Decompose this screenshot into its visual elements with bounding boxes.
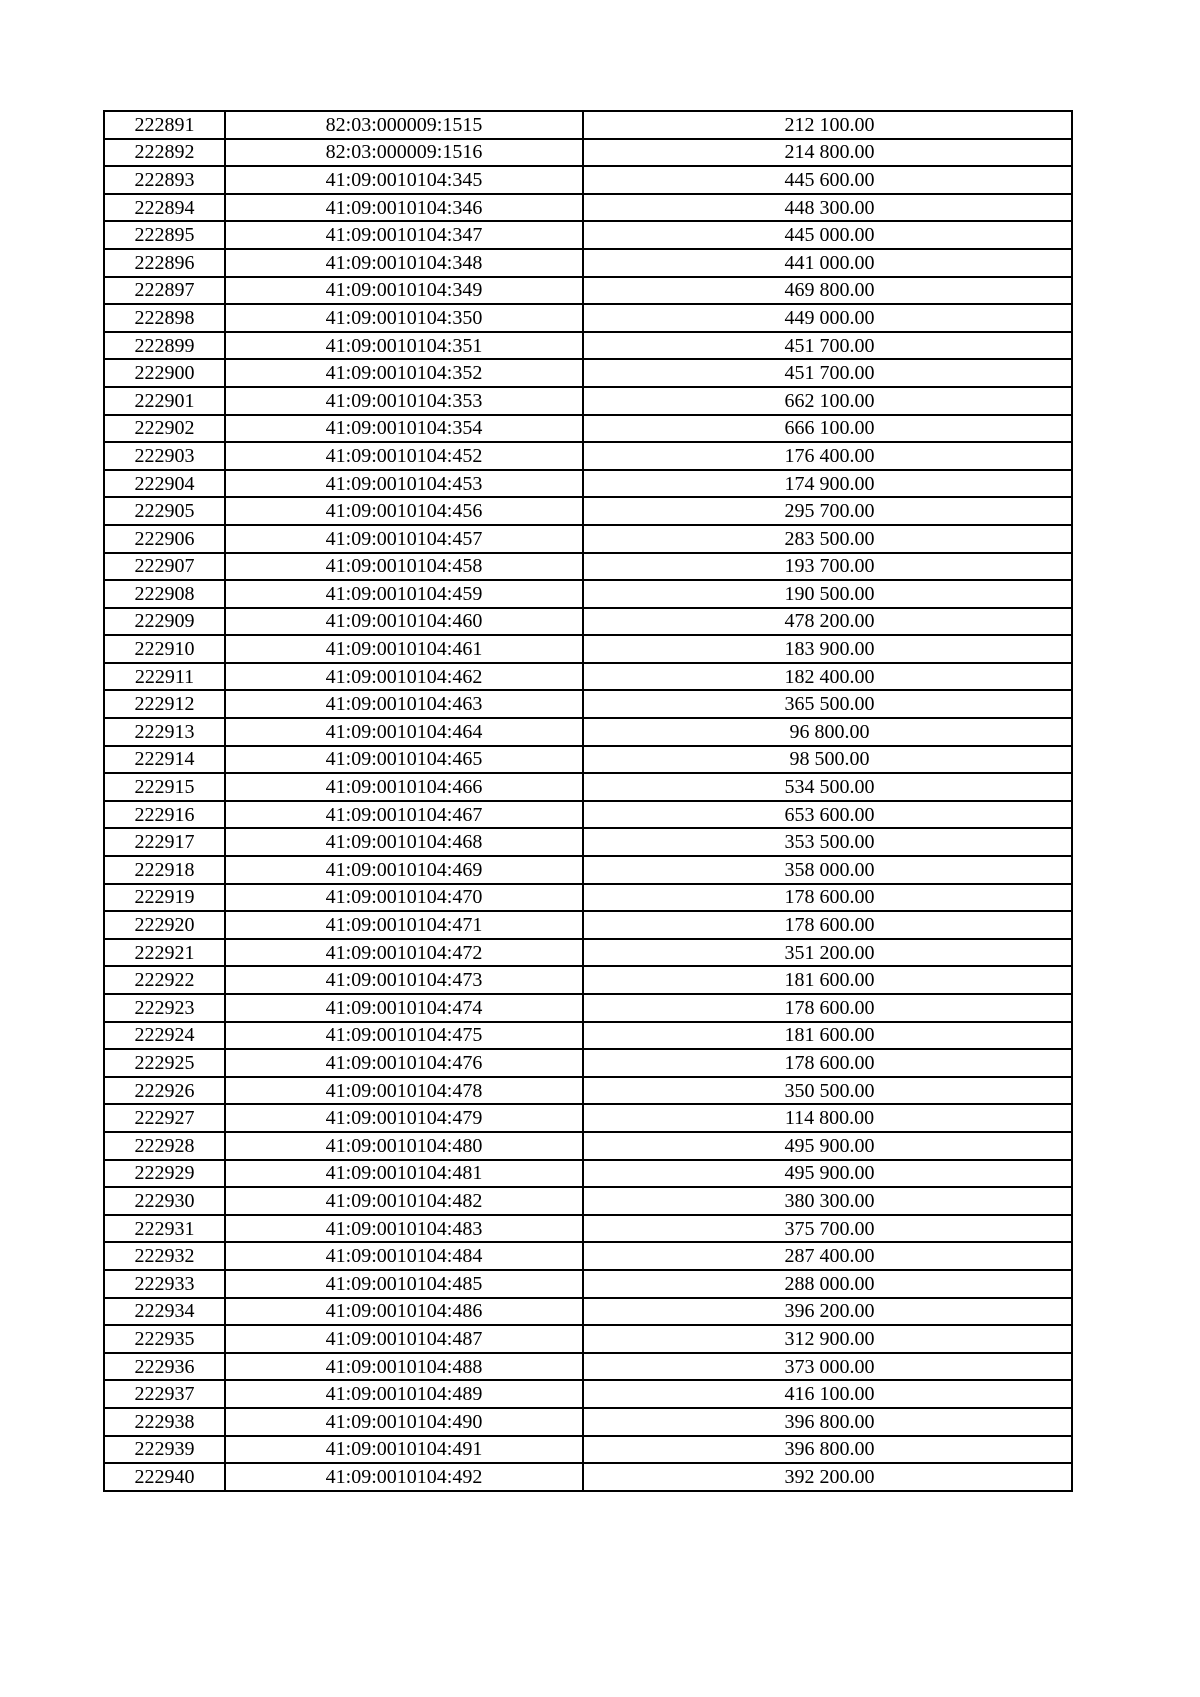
table-row [104,1298,1072,1326]
table-row [104,663,1072,691]
table-row [104,1463,1072,1491]
cadastral-value-cell: 392 200.00 [583,1463,1072,1491]
row-id-cell: 222917 [104,828,225,856]
row-id-cell: 222900 [104,359,225,387]
row-id-cell: 222906 [104,525,225,553]
row-id-cell: 222899 [104,332,225,360]
cadastral-number-cell: 41:09:0010104:484 [225,1242,583,1270]
cadastral-number-cell: 41:09:0010104:459 [225,580,583,608]
cadastral-value-cell: 176 400.00 [583,442,1072,470]
cadastral-value-cell: 182 400.00 [583,663,1072,691]
cadastral-value-cell: 448 300.00 [583,194,1072,222]
row-id-cell: 222933 [104,1270,225,1298]
row-id-cell: 222891 [104,111,225,139]
cadastral-number-cell: 82:03:000009:1515 [225,111,583,139]
cadastral-value-cell: 478 200.00 [583,608,1072,636]
table-row [104,525,1072,553]
cadastral-number-cell: 41:09:0010104:482 [225,1187,583,1215]
cadastral-number-cell: 41:09:0010104:489 [225,1380,583,1408]
cadastral-number-cell: 41:09:0010104:471 [225,911,583,939]
row-id-cell: 222931 [104,1215,225,1243]
table-row [104,111,1072,139]
row-id-cell: 222920 [104,911,225,939]
table-row [104,497,1072,525]
cadastral-number-cell: 41:09:0010104:465 [225,746,583,774]
table-row [104,994,1072,1022]
cadastral-value-cell: 449 000.00 [583,304,1072,332]
table-row [104,773,1072,801]
cadastral-value-cell: 181 600.00 [583,966,1072,994]
cadastral-value-cell: 214 800.00 [583,139,1072,167]
cadastral-value-cell: 174 900.00 [583,470,1072,498]
table-row [104,911,1072,939]
cadastral-number-cell: 41:09:0010104:486 [225,1298,583,1326]
table-row [104,1215,1072,1243]
cadastral-number-cell: 41:09:0010104:462 [225,663,583,691]
table-row [104,966,1072,994]
table-row [104,635,1072,663]
cadastral-number-cell: 41:09:0010104:467 [225,801,583,829]
cadastral-value-cell: 350 500.00 [583,1077,1072,1105]
cadastral-number-cell: 41:09:0010104:347 [225,221,583,249]
cadastral-value-cell: 451 700.00 [583,332,1072,360]
cadastral-value-cell: 469 800.00 [583,277,1072,305]
cadastral-value-cell: 416 100.00 [583,1380,1072,1408]
cadastral-number-cell: 41:09:0010104:456 [225,497,583,525]
row-id-cell: 222912 [104,690,225,718]
cadastral-value-cell: 183 900.00 [583,635,1072,663]
cadastral-value-cell: 451 700.00 [583,359,1072,387]
table-row [104,1132,1072,1160]
table-row [104,1077,1072,1105]
table-row [104,359,1072,387]
cadastral-value-cell: 396 200.00 [583,1298,1072,1326]
row-id-cell: 222897 [104,277,225,305]
row-id-cell: 222926 [104,1077,225,1105]
table-row [104,746,1072,774]
row-id-cell: 222894 [104,194,225,222]
table-row [104,1436,1072,1464]
cadastral-value-cell: 288 000.00 [583,1270,1072,1298]
table-row [104,939,1072,967]
table-row [104,580,1072,608]
cadastral-value-cell: 495 900.00 [583,1160,1072,1188]
cadastral-number-cell: 41:09:0010104:478 [225,1077,583,1105]
cadastral-value-cell: 190 500.00 [583,580,1072,608]
row-id-cell: 222909 [104,608,225,636]
row-id-cell: 222921 [104,939,225,967]
cadastral-number-cell: 82:03:000009:1516 [225,139,583,167]
cadastral-number-cell: 41:09:0010104:353 [225,387,583,415]
row-id-cell: 222915 [104,773,225,801]
row-id-cell: 222903 [104,442,225,470]
table-row [104,1270,1072,1298]
table-row [104,1380,1072,1408]
cadastral-number-cell: 41:09:0010104:466 [225,773,583,801]
row-id-cell: 222940 [104,1463,225,1491]
row-id-cell: 222893 [104,166,225,194]
table-row [104,194,1072,222]
cadastral-number-cell: 41:09:0010104:488 [225,1353,583,1381]
row-id-cell: 222930 [104,1187,225,1215]
row-id-cell: 222919 [104,884,225,912]
table-row [104,1160,1072,1188]
row-id-cell: 222916 [104,801,225,829]
table-row [104,690,1072,718]
row-id-cell: 222895 [104,221,225,249]
row-id-cell: 222913 [104,718,225,746]
row-id-cell: 222924 [104,1022,225,1050]
cadastral-number-cell: 41:09:0010104:346 [225,194,583,222]
cadastral-number-cell: 41:09:0010104:474 [225,994,583,1022]
table-row [104,166,1072,194]
row-id-cell: 222918 [104,856,225,884]
row-id-cell: 222910 [104,635,225,663]
cadastral-number-cell: 41:09:0010104:479 [225,1104,583,1132]
cadastral-number-cell: 41:09:0010104:491 [225,1436,583,1464]
cadastral-value-cell: 178 600.00 [583,911,1072,939]
table-row [104,718,1072,746]
cadastral-value-cell: 653 600.00 [583,801,1072,829]
row-id-cell: 222905 [104,497,225,525]
table-row [104,828,1072,856]
row-id-cell: 222902 [104,415,225,443]
cadastral-number-cell: 41:09:0010104:351 [225,332,583,360]
cadastral-number-cell: 41:09:0010104:461 [225,635,583,663]
cadastral-number-cell: 41:09:0010104:481 [225,1160,583,1188]
cadastral-number-cell: 41:09:0010104:349 [225,277,583,305]
cadastral-number-cell: 41:09:0010104:480 [225,1132,583,1160]
table-row [104,801,1072,829]
cadastral-number-cell: 41:09:0010104:490 [225,1408,583,1436]
cadastral-value-cell: 98 500.00 [583,746,1072,774]
cadastral-number-cell: 41:09:0010104:472 [225,939,583,967]
table-row [104,1104,1072,1132]
cadastral-value-cell: 445 000.00 [583,221,1072,249]
cadastral-number-cell: 41:09:0010104:475 [225,1022,583,1050]
table-row [104,884,1072,912]
row-id-cell: 222936 [104,1353,225,1381]
cadastral-value-cell: 666 100.00 [583,415,1072,443]
row-id-cell: 222898 [104,304,225,332]
cadastral-value-cell: 365 500.00 [583,690,1072,718]
cadastral-value-cell: 181 600.00 [583,1022,1072,1050]
table-row [104,470,1072,498]
row-id-cell: 222892 [104,139,225,167]
row-id-cell: 222923 [104,994,225,1022]
table-row [104,221,1072,249]
cadastral-value-table [103,110,1073,1492]
cadastral-number-cell: 41:09:0010104:350 [225,304,583,332]
cadastral-value-cell: 396 800.00 [583,1408,1072,1436]
table-row [104,304,1072,332]
cadastral-value-cell: 114 800.00 [583,1104,1072,1132]
row-id-cell: 222907 [104,553,225,581]
table-row [104,1022,1072,1050]
row-id-cell: 222934 [104,1298,225,1326]
table-row [104,1353,1072,1381]
cadastral-value-cell: 295 700.00 [583,497,1072,525]
row-id-cell: 222911 [104,663,225,691]
cadastral-value-cell: 495 900.00 [583,1132,1072,1160]
cadastral-value-cell: 441 000.00 [583,249,1072,277]
cadastral-number-cell: 41:09:0010104:487 [225,1325,583,1353]
cadastral-value-cell: 193 700.00 [583,553,1072,581]
cadastral-number-cell: 41:09:0010104:354 [225,415,583,443]
table-row [104,249,1072,277]
cadastral-number-cell: 41:09:0010104:485 [225,1270,583,1298]
cadastral-value-cell: 445 600.00 [583,166,1072,194]
row-id-cell: 222922 [104,966,225,994]
table-row [104,1049,1072,1077]
table-row [104,1187,1072,1215]
table-row [104,608,1072,636]
cadastral-number-cell: 41:09:0010104:458 [225,553,583,581]
row-id-cell: 222914 [104,746,225,774]
cadastral-value-cell: 351 200.00 [583,939,1072,967]
cadastral-value-cell: 375 700.00 [583,1215,1072,1243]
cadastral-value-cell: 212 100.00 [583,111,1072,139]
row-id-cell: 222904 [104,470,225,498]
row-id-cell: 222929 [104,1160,225,1188]
cadastral-number-cell: 41:09:0010104:492 [225,1463,583,1491]
row-id-cell: 222901 [104,387,225,415]
cadastral-value-cell: 287 400.00 [583,1242,1072,1270]
row-id-cell: 222939 [104,1436,225,1464]
cadastral-value-cell: 358 000.00 [583,856,1072,884]
cadastral-value-cell: 312 900.00 [583,1325,1072,1353]
table-row [104,139,1072,167]
cadastral-value-cell: 534 500.00 [583,773,1072,801]
cadastral-value-cell: 96 800.00 [583,718,1072,746]
cadastral-number-cell: 41:09:0010104:483 [225,1215,583,1243]
table-row [104,1408,1072,1436]
cadastral-value-cell: 662 100.00 [583,387,1072,415]
table-row [104,1242,1072,1270]
cadastral-number-cell: 41:09:0010104:468 [225,828,583,856]
cadastral-number-cell: 41:09:0010104:345 [225,166,583,194]
row-id-cell: 222908 [104,580,225,608]
row-id-cell: 222935 [104,1325,225,1353]
cadastral-value-cell: 396 800.00 [583,1436,1072,1464]
row-id-cell: 222938 [104,1408,225,1436]
cadastral-value-cell: 283 500.00 [583,525,1072,553]
cadastral-number-cell: 41:09:0010104:452 [225,442,583,470]
cadastral-number-cell: 41:09:0010104:470 [225,884,583,912]
cadastral-value-cell: 380 300.00 [583,1187,1072,1215]
cadastral-number-cell: 41:09:0010104:473 [225,966,583,994]
cadastral-number-cell: 41:09:0010104:453 [225,470,583,498]
cadastral-number-cell: 41:09:0010104:352 [225,359,583,387]
cadastral-value-cell: 178 600.00 [583,994,1072,1022]
cadastral-value-cell: 178 600.00 [583,884,1072,912]
table-row [104,277,1072,305]
table-row [104,856,1072,884]
table-row [104,442,1072,470]
cadastral-value-cell: 178 600.00 [583,1049,1072,1077]
row-id-cell: 222932 [104,1242,225,1270]
table-row [104,332,1072,360]
row-id-cell: 222927 [104,1104,225,1132]
table-body [104,111,1072,1491]
row-id-cell: 222937 [104,1380,225,1408]
cadastral-number-cell: 41:09:0010104:476 [225,1049,583,1077]
table-row [104,387,1072,415]
table-row [104,415,1072,443]
cadastral-number-cell: 41:09:0010104:464 [225,718,583,746]
cadastral-value-cell: 373 000.00 [583,1353,1072,1381]
cadastral-number-cell: 41:09:0010104:463 [225,690,583,718]
table-row [104,553,1072,581]
row-id-cell: 222896 [104,249,225,277]
cadastral-number-cell: 41:09:0010104:469 [225,856,583,884]
cadastral-value-cell: 353 500.00 [583,828,1072,856]
table-row [104,1325,1072,1353]
cadastral-number-cell: 41:09:0010104:460 [225,608,583,636]
row-id-cell: 222925 [104,1049,225,1077]
cadastral-number-cell: 41:09:0010104:348 [225,249,583,277]
cadastral-number-cell: 41:09:0010104:457 [225,525,583,553]
row-id-cell: 222928 [104,1132,225,1160]
